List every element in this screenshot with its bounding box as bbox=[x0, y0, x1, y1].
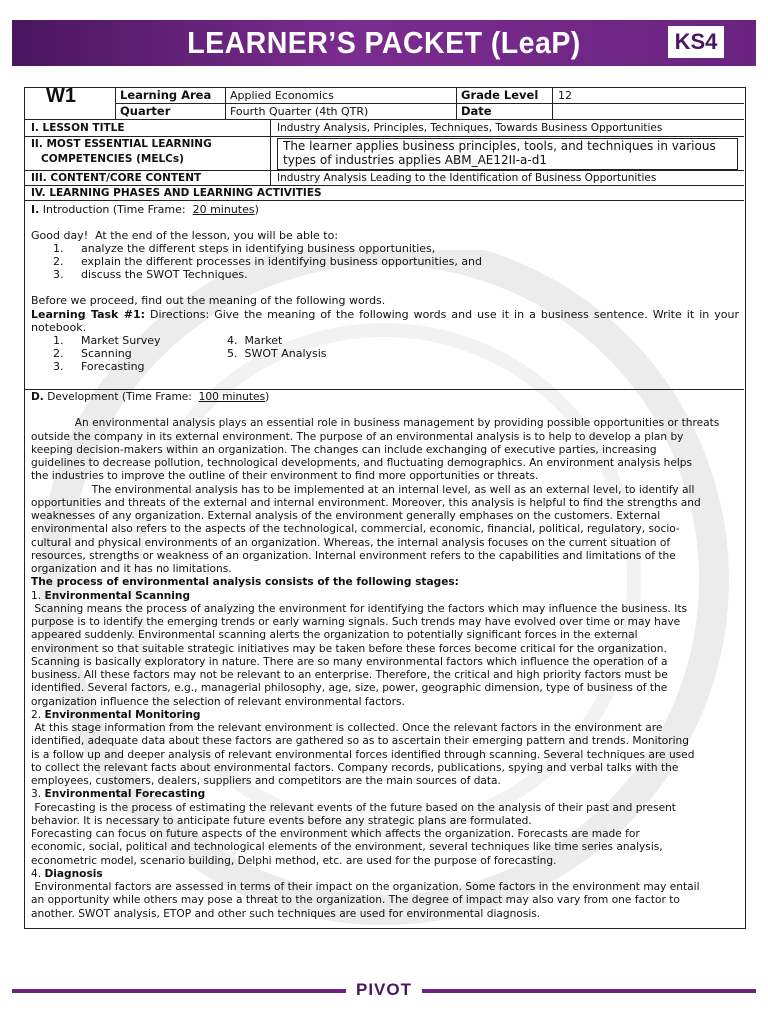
packet-title: LEARNER’S PACKET (LeaP) bbox=[187, 25, 581, 60]
learning-task: Learning Task #1: Directions: Give the meaning of the following words and use it in a business sentence. Write it in your notebook. bbox=[31, 307, 739, 334]
list-item: 3. Forecasting bbox=[53, 359, 145, 373]
learning-area-label: Learning Area bbox=[120, 88, 212, 102]
stage-heading: 4. Diagnosis bbox=[31, 867, 103, 880]
melc-label: II. MOST ESSENTIAL LEARNING bbox=[31, 138, 212, 150]
development-section bbox=[31, 391, 743, 921]
pivot-logo: PIVOT bbox=[355, 980, 412, 999]
development-heading: D. Development (Time Frame: 100 minutes) bbox=[31, 391, 270, 403]
melc-line: types of industries applies ABM_AE12II-a-d1 bbox=[283, 153, 547, 167]
melc-text bbox=[283, 139, 733, 167]
row-divider bbox=[115, 103, 744, 104]
phases-label: IV. LEARNING PHASES AND LEARNING ACTIVITIES bbox=[31, 187, 322, 199]
before-text: Before we proceed, find out the meaning of the following words. bbox=[31, 294, 386, 308]
paragraph-internal-external: The environmental analysis has to be implemented at an internal level, as well as an external level, to identify all opportunities and threats of the external and internal environment. Moreover, this analysis is helpful to find the strengths and weaknesses of any organization. External analysis of the environment generally emphases on the customers. External environmental also refers to the aspects of the technological, commercial, economic, financial, political, regulatory, socio- cultural and physical environments of an organization. Whereas, the internal analysis focuses on the current situation of resources, strengths or weakness of an organization. Internal environment refers to the capabilities and limitations of the organization and it has no limitations. bbox=[31, 483, 701, 575]
row-divider bbox=[24, 200, 744, 201]
footer-rule-left bbox=[12, 989, 346, 993]
ks-badge: KS4 bbox=[668, 26, 724, 58]
list-item: 3. discuss the SWOT Techniques. bbox=[53, 268, 248, 282]
paragraph-environmental-analysis: An environmental analysis plays an essential role in business management by providing possible opportunities or threats outside the company in its external environment. The purpose of an environmental analysis is to help to develop a plan by keeping decision-makers within an organization. The changes can include exchanging of executive parties, increasing guidelines to decrease pollution, technological developments, and fluctuating demographics. An environment analysis helps the industries to improve the outline of their environment to find more opportunities or threats. bbox=[31, 417, 720, 483]
content-label: III. CONTENT/CORE CONTENT bbox=[31, 172, 202, 184]
lesson-title-label: I. LESSON TITLE bbox=[31, 122, 125, 134]
list-item: 4. Market bbox=[227, 333, 283, 347]
stage-forecasting-text: Forecasting is the process of estimating the relevant events of the future based on the analysis of their past and present behavior. It is necessary to anticipate future events before any strategic plans are formulated. Forecasting can focus on future aspects of the environment which affects the organization. Forecasts are made for economic, social, political and technological elements of the environment, several techniques like time series analysis, econometric model, scenario building, Delphi method, etc. are used for the purpose of forecasting. bbox=[31, 801, 676, 867]
list-item: 2. Scanning bbox=[53, 346, 132, 360]
week-number: W1 bbox=[46, 85, 76, 107]
melc-label-2: COMPETENCIES (MELCs) bbox=[41, 153, 184, 165]
process-heading: The process of environmental analysis consists of the following stages: bbox=[31, 576, 459, 589]
date-label: Date bbox=[461, 104, 492, 118]
list-item: 1. Market Survey bbox=[53, 333, 161, 347]
stage-heading: 3. Environmental Forecasting bbox=[31, 788, 206, 801]
list-item: 5. SWOT Analysis bbox=[227, 346, 327, 360]
lesson-title: Industry Analysis, Principles, Techniques, Towards Business Opportunities bbox=[277, 122, 663, 134]
melc-line: The learner applies business principles, tools, and techniques in various bbox=[283, 139, 716, 153]
row-divider bbox=[24, 136, 744, 137]
core-content: Industry Analysis Leading to the Identification of Business Opportunities bbox=[277, 172, 657, 184]
footer-rule-right bbox=[422, 989, 756, 993]
grade-level-value: 12 bbox=[558, 89, 572, 102]
col-divider bbox=[456, 87, 457, 119]
list-item: 1. analyze the different steps in identifying business opportunities, bbox=[53, 242, 436, 256]
stage-heading: 1. Environmental Scanning bbox=[31, 589, 191, 602]
row-divider bbox=[24, 119, 744, 120]
stage-diagnosis-text: Environmental factors are assessed in terms of their impact on the organization. Some factors in the environment may entail an opportunity while others may pose a threat to the organization. The degree of impact may also vary from one factor to another. SWOT analysis, ETOP and other such techniques are used for environmental diagnosis. bbox=[31, 881, 700, 920]
row-divider bbox=[24, 170, 744, 171]
header-banner bbox=[12, 20, 756, 66]
col-divider bbox=[225, 87, 226, 119]
stage-heading: 2. Environmental Monitoring bbox=[31, 708, 201, 721]
intro-heading: I. Introduction (Time Frame: 20 minutes) bbox=[31, 203, 259, 216]
col-divider bbox=[270, 119, 271, 185]
col-divider bbox=[115, 87, 116, 119]
introduction-section bbox=[31, 203, 739, 374]
learning-area-value: Applied Economics bbox=[230, 89, 334, 102]
col-divider bbox=[552, 87, 553, 119]
quarter-label: Quarter bbox=[120, 104, 171, 118]
row-divider bbox=[24, 185, 744, 186]
list-item: 2. explain the different processes in identifying business opportunities, and bbox=[53, 255, 483, 269]
stage-scanning-text: Scanning means the process of analyzing the environment for identifying the factors which may influence the business. Its purpose is to identify the emerging trends or early warning signals. Such trends may have evolved over time or may have appeared suddenly. Environmental scanning alerts the organization to potentially significant forces in the external environment so that suitable strategic initiatives may be taken before these forces become critical for the organization. Scanning is basically exploratory in nature. There are so many environmental factors which influence the operation of a business. All these factors may not be relevant to an enterprise. Therefore, the critical and high priority factors must be identified. Several factors, e.g., managerial philosophy, age, size, power, geographic dimension, type of business of the organization influence the selection of relevant environmental factors. bbox=[31, 602, 688, 708]
greeting: Good day! At the end of the lesson, you will be able to: bbox=[31, 229, 339, 243]
stage-monitoring-text: At this stage information from the relevant environment is collected. Once the relevant factors in the environment are identified, adequate data about these factors are gathered so as to ascertain their emerging pattern and trends. Monitoring is a follow up and deeper analysis of relevant environmental forces identified through scanning. Several techniques are used to collect the relevant facts about environmental factors. Company records, publications, spying and verbal talks with the employees, customers, dealers, suppliers and competitors are the main sources of data. bbox=[31, 722, 695, 787]
quarter-value: Fourth Quarter (4th QTR) bbox=[230, 105, 369, 118]
row-divider bbox=[24, 389, 744, 390]
vocabulary-list bbox=[31, 334, 739, 374]
grade-level-label: Grade Level bbox=[461, 88, 539, 102]
objectives-list bbox=[31, 242, 739, 281]
